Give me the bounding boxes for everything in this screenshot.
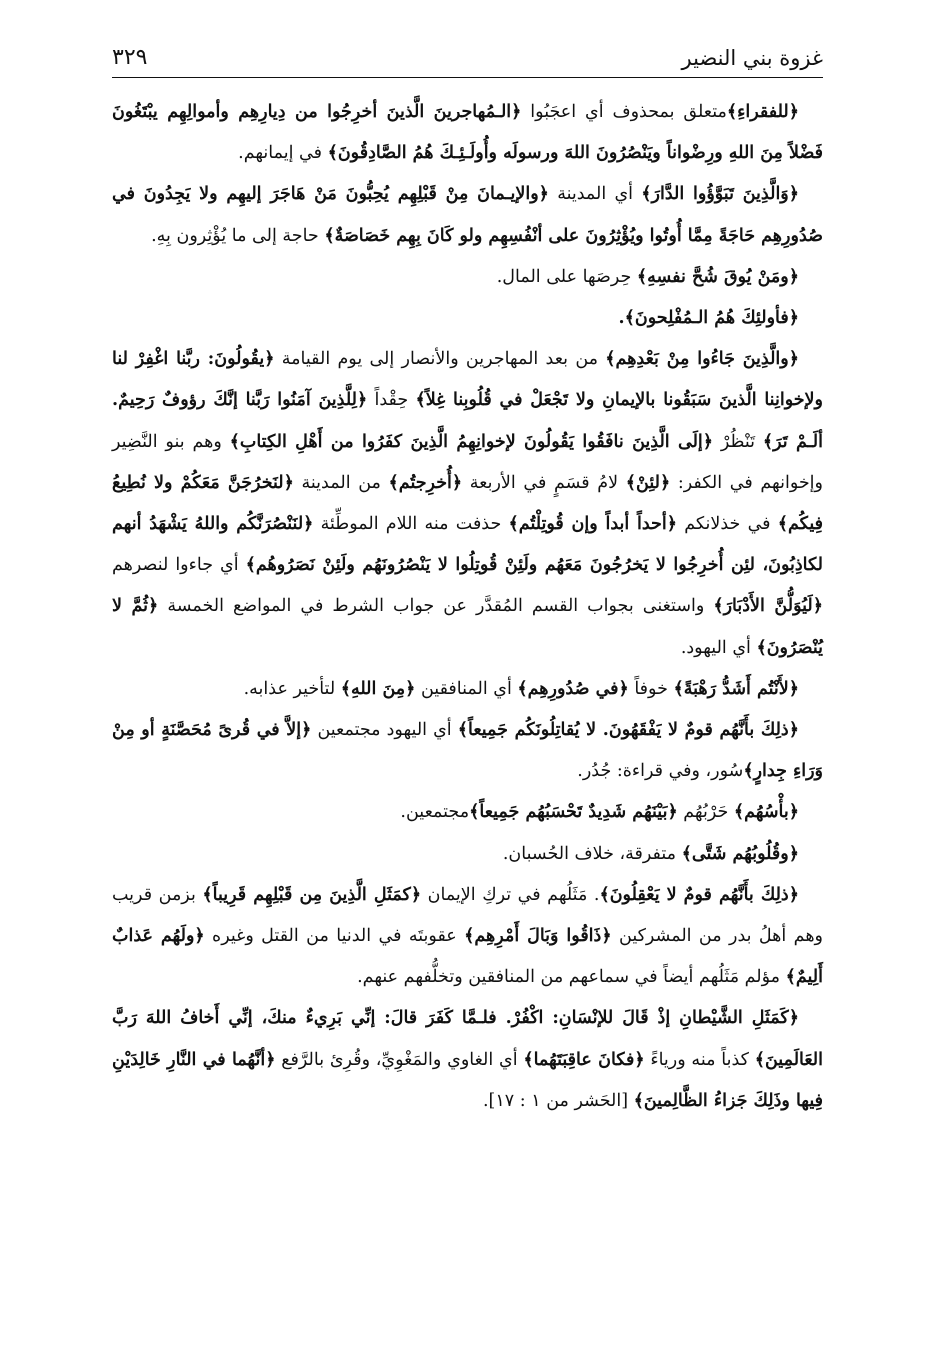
quran-text: ﴿أنَّهُما في النَّارِ خَالِدَيْنِ فِيها وذَلِكَ جَزاءُ الظَّالِمينَ﴾: [112, 1049, 823, 1111]
quran-text: ﴿وَالَّذِينَ تَبَوَّؤُوا الدَّارَ﴾: [641, 184, 800, 205]
quran-text: ﴿إلاَّ في قُرىً مُحَصَّنَةٍ أو مِنْ وَرَاءِ جِدارٍ﴾: [112, 720, 823, 782]
quran-text: ﴿كمَثَلِ الَّذِينَ مِن قَبْلِهِم قَرِيباً﴾: [202, 884, 422, 905]
quran-text: ﴿لأَنْتُم أَشَدُّ رَهْبَةً﴾: [673, 678, 799, 699]
commentary-text: أي الغاوي والمَغْوِيِّ، وقُرِئ بالرَّفع: [275, 1049, 524, 1070]
quran-text: ﴿لئِنْ﴾: [625, 472, 671, 493]
quran-text: ﴿أُخرِجتُم﴾: [388, 472, 463, 493]
page-body: [112, 92, 823, 1122]
commentary-text: بزمن قريب وهم أهلُ بدر من المشركين: [112, 884, 823, 947]
quran-text: ﴿ذَاقُوا وَبَالَ أَمْرِهِم﴾: [464, 926, 612, 947]
commentary-text: كذباً منه ورياءً: [644, 1049, 755, 1070]
commentary-text: لامُ قسَمٍ في الأربعة: [462, 472, 626, 493]
commentary-text: لتأخير عذابه.: [243, 678, 341, 699]
chapter-title: غزوة بني النضير: [681, 46, 823, 70]
quran-text: ﴿ذلِكَ بأَنَّهُم قومٌ لا يَفْقَهُونَ. لا يُقاتِلُونَكُم جَمِيعاً﴾: [457, 720, 799, 741]
quran-text: ﴿وقُلُوبُهُم شَتَّى﴾: [681, 843, 799, 864]
page-header: [112, 38, 823, 78]
quran-text: ﴿والَّذِينَ جَاءُوا مِنْ بَعْدِهِم﴾: [605, 349, 799, 370]
paragraph: [112, 834, 823, 875]
quran-text: ﴿ثُمَّ لا يُنْصَرُونَ﴾: [112, 596, 823, 658]
quran-text: ﴿في صُدُورِهِم﴾: [517, 678, 629, 699]
quran-text: ﴿الـمُهاجرينَ الَّذينَ أخرِجُوا من دِيارِهِم وأموالِهِم يبْتَغُونَ فَضْلاً مِنَ اللهِ ورِضْواناً ويَنْصُرُونَ اللهَ ورسولَه وأُولَـئِـكَ هُمُ الصَّادِقُونَ﴾: [112, 102, 823, 164]
quran-text: ﴿ذلِكَ بأَنَّهُم قومٌ لا يَعْقِلُونَ﴾: [599, 884, 799, 905]
paragraph: [112, 339, 823, 669]
paragraph: [112, 257, 823, 298]
quran-text: ﴿مِنَ اللهِ﴾: [340, 678, 416, 699]
quran-text: ﴿ومَنْ يُوقَ شُحَّ نفسِهِ﴾: [636, 266, 799, 287]
commentary-text: مؤلم مَثَلُهم أيضاً في سماعهم من المنافقين وتخلُّفهم عنهم.: [357, 967, 786, 988]
paragraph: [112, 92, 823, 174]
commentary-text: . مَثَلُهم في تركِ الإيمان: [421, 884, 600, 905]
commentary-text: حَرْبُهُم: [677, 802, 734, 823]
commentary-text: خوفاً: [628, 678, 674, 699]
commentary-text: تَنْظُرْ: [713, 431, 763, 452]
quran-text: ﴿فكانَ عاقِبَتَهُما﴾: [523, 1049, 645, 1070]
paragraph: [112, 710, 823, 792]
paragraph: [112, 669, 823, 710]
quran-text: ﴿بأْسُهُم﴾: [733, 802, 799, 823]
quran-text: ﴿ولَهُم عَذابٌ أَلِيمٌ﴾: [112, 926, 823, 988]
quran-text: ﴿يقُولُونَ: ربَّنا اغْفِرْ لنا ولإخوانِنا الَّذينَ سَبَقُونا بالإيمانِ ولا تَجْعَلْ في قُلُوبِنا غِلاً﴾: [112, 349, 823, 411]
paragraph: [112, 875, 823, 999]
commentary-text: أي اليهود.: [680, 637, 757, 658]
paragraph: [112, 998, 823, 1122]
commentary-text: في إيمانهم.: [238, 143, 328, 164]
commentary-text: مجتمعين.: [400, 802, 470, 823]
quran-text: ﴿كَمَثَلِ الشَّيْطانِ إذْ قَالَ للإنْسَانِ: اكْفُرْ. فلـمَّا كَفَرَ قالَ: إنِّي بَرِيءٌ منكَ، إنِّي أَخافُ اللهَ رَبَّ العَالَمِينَ﴾: [112, 1008, 823, 1070]
commentary-text: في خذلانكم: [676, 514, 778, 535]
commentary-text: أي المدينة: [548, 184, 642, 205]
quran-text: ﴿لِلَّذِينَ آمَنُوا رَبَّنا إنَّكَ رؤوفٌ رَحِيمٌ. ألَـمْ تَرَ﴾: [112, 390, 824, 452]
commentary-text: متعلق بمحذوف أي اعجَبُوا: [521, 102, 727, 122]
quran-text: ﴿إلَى الَّذِينَ نافَقُوا يَقُولُونَ لإخوانِهِمُ الَّذِينَ كفَرُوا من أَهْلِ الكِتابِ﴾: [229, 431, 714, 452]
commentary-text: أي جاءوا لنصرهم: [112, 555, 246, 576]
paragraph: [112, 792, 823, 833]
commentary-text: حِرصَها على المال.: [496, 266, 637, 287]
commentary-text: وهم بنو النَّضِير وإخوانهم في الكفر:: [112, 431, 823, 493]
paragraph: [112, 174, 823, 256]
commentary-text: من بعد المهاجرين والأنصار إلى يوم القيامة: [274, 349, 606, 370]
quran-text: ﴿لنَنْصُرَنَّكُم واللهُ يَشْهَدُ أنهم لكاذِبُونَ، لئِن أُخرِجُوا لا يَخرُجُونَ مَعَهُم ولَئِنْ قُوتِلُوا لا يَنْصُرُونَهُم ولَئِنْ نَصَرُوهُم﴾: [112, 514, 823, 576]
commentary-text: متفرقة، خلاف الحُسبان.: [502, 843, 682, 864]
quran-text: ﴿بَيْنَهُم شَدِيدٌ تَحْسَبُهُم جَمِيعاً﴾: [469, 802, 678, 823]
page-number: ٣٢٩: [112, 45, 148, 70]
commentary-text: عقوبتَه في الدنيا من القتل وغيره: [204, 926, 465, 947]
paragraph: [112, 298, 823, 339]
commentary-text: واستغنى بجواب القسم المُقدَّر عن جواب الشرط في المواضع الخمسة: [158, 596, 714, 617]
commentary-text: حاجة إلى ما يُؤْثِرون بِهِ.: [151, 225, 325, 246]
quran-text: ﴿لَيُوَلُّنَّ الأَدْبَارَ﴾: [713, 596, 823, 617]
commentary-text: [الحَشر من ١ : ١٧].: [482, 1090, 634, 1111]
quran-text: ﴿لنَخرُجَنَّ مَعَكُمْ ولا نُطِيعُ فِيكُم﴾: [112, 472, 823, 535]
commentary-text: أي المنافقين: [415, 678, 518, 699]
commentary-text: من المدينة: [293, 472, 389, 493]
commentary-text: أي اليهود مجتمعين: [311, 720, 458, 741]
commentary-text: حذفت منه اللام الموطِّئة: [313, 514, 509, 535]
quran-text: ﴿والإيـمانَ مِنْ قَبْلِهِم يُحِبُّونَ مَنْ هَاجَرَ إليهِم ولا يَجِدُونَ في صُدُورِهِم حَاجَةً مِمَّا أُوتُوا ويُؤْثِرُونَ على أنْفُسِهِم ولو كَانَ بِهِم خَصَاصَةٌ﴾: [112, 184, 823, 246]
quran-text: ﴿فأولئِكَ هُمُ الـمُفْلِحونَ﴾.: [618, 308, 799, 329]
quran-text: ﴿للفقراءِ﴾: [726, 102, 799, 122]
quran-text: ﴿أحداً أبداً وإن قُوتِلْتُم﴾: [508, 514, 677, 535]
commentary-text: سُور، وفي قراءة: جُدُر.: [577, 761, 744, 782]
commentary-text: حِقْداً: [367, 390, 416, 411]
